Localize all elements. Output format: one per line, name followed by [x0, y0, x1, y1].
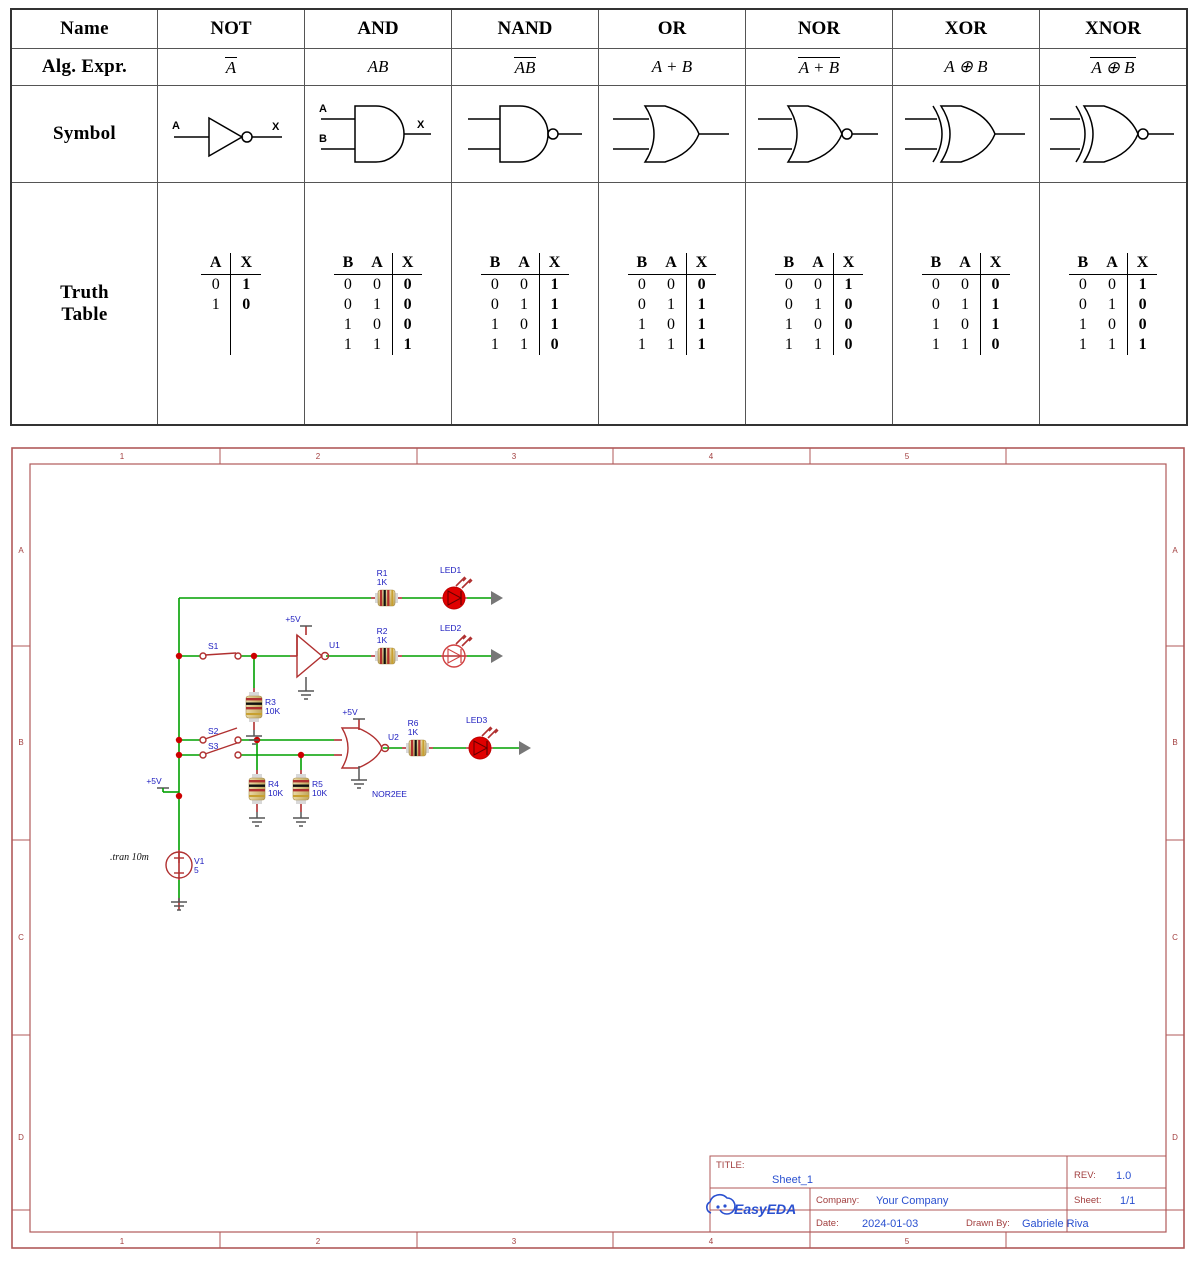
component-ref-led3: LED3	[466, 715, 488, 725]
component-ref-u2: U2	[388, 732, 399, 742]
tt-header: B	[775, 253, 804, 275]
tt-cell: 0	[1108, 275, 1116, 293]
title-block-title-key: TITLE:	[716, 1160, 745, 1171]
component-r5-resistor[interactable]	[293, 774, 327, 804]
tt-cell: 1	[960, 295, 969, 313]
tt-cell: 1	[980, 315, 1010, 335]
easyeda-logo-text: EasyEDA	[734, 1201, 797, 1217]
alg-expr-nor: A + B	[745, 49, 892, 86]
symbol-cell-xor	[892, 86, 1039, 183]
tt-header: X	[231, 253, 261, 275]
component-value-r1: 1K	[376, 577, 388, 587]
gate-table	[10, 8, 1188, 426]
component-ref-s1: S1	[208, 641, 219, 651]
tt-cell: 1	[667, 335, 675, 353]
tt-cell: 1	[1127, 274, 1157, 295]
tt-header: A	[509, 253, 539, 275]
tt-cell: 0	[1127, 315, 1157, 335]
frame-tick-left-b: B	[18, 738, 24, 747]
table-row	[922, 335, 1011, 355]
truth-table-cell-xor	[892, 183, 1039, 426]
tt-cell: 1	[1078, 335, 1087, 353]
tt-cell: 0	[231, 295, 261, 315]
tt-cell: 1	[231, 274, 261, 295]
truth-table-cell-not	[158, 183, 305, 426]
table-row	[922, 274, 1011, 295]
table-row	[1069, 335, 1158, 355]
frame-tick-top-4: 4	[708, 452, 714, 461]
table-row	[1069, 315, 1158, 335]
frame-tick-bottom-2: 2	[315, 1237, 321, 1246]
tt-cell: 0	[1108, 315, 1116, 333]
tt-cell: 0	[343, 275, 352, 293]
gate-name-not: NOT	[158, 9, 305, 49]
tt-cell: 1	[667, 295, 675, 313]
table-row	[481, 335, 570, 355]
frame-tick-top-5: 5	[904, 452, 910, 461]
component-value-r3: 10K	[265, 706, 281, 716]
row-label-symbol: Symbol	[11, 86, 158, 183]
tt-cell: 1	[931, 335, 940, 353]
tt-cell: 0	[520, 275, 529, 293]
tt-cell: 0	[931, 295, 940, 313]
frame-tick-right-c: C	[1172, 933, 1178, 942]
component-value-r5: 10K	[312, 788, 328, 798]
power-label-5v-v1: +5V	[146, 776, 162, 786]
tt-cell: 0	[960, 275, 969, 293]
svg-text:X: X	[416, 119, 425, 131]
tt-cell: 1	[392, 335, 422, 355]
tt-cell: 0	[813, 315, 822, 333]
truth-table-nand	[481, 253, 570, 355]
title-block-date-key: Date:	[816, 1218, 839, 1229]
tt-cell: 0	[392, 274, 422, 295]
component-ref-r6: R6	[407, 718, 419, 728]
tt-cell: 1	[343, 335, 352, 353]
component-r6-resistor[interactable]	[406, 718, 429, 756]
tt-cell: 1	[813, 295, 822, 313]
tt-cell: 1	[784, 335, 793, 353]
table-row	[775, 274, 864, 295]
alg-expr-nand: AB	[451, 49, 598, 86]
table-row	[628, 315, 717, 335]
tt-cell: 0	[343, 295, 352, 313]
tt-cell: 1	[1078, 315, 1087, 333]
simulation-directive: .tran 10m	[110, 852, 149, 863]
tt-cell: 0	[211, 275, 220, 293]
gate-name-nor: NOR	[745, 9, 892, 49]
title-block-company-value: Your Company	[876, 1195, 949, 1207]
tt-cell: 0	[373, 315, 382, 333]
component-ref-r1: R1	[376, 568, 388, 578]
component-ref-r5: R5	[312, 779, 323, 789]
component-ref-u1: U1	[329, 640, 340, 650]
tt-cell: 1	[980, 295, 1010, 315]
tt-header: A	[1097, 253, 1127, 275]
table-row	[481, 274, 570, 295]
component-led1[interactable]	[440, 565, 503, 609]
component-value-r4: 10K	[268, 788, 284, 798]
tt-cell: 0	[931, 275, 940, 293]
tt-cell: 0	[520, 315, 529, 333]
tt-cell: 0	[686, 274, 716, 295]
component-ref-v1: V1	[194, 856, 205, 866]
tt-cell: 1	[539, 295, 569, 315]
component-r3-resistor[interactable]	[246, 692, 280, 722]
tt-cell: 0	[813, 275, 822, 293]
title-block[interactable]	[707, 1156, 1166, 1232]
title-block-rev-value: 1.0	[1116, 1170, 1132, 1182]
gate-name-or: OR	[598, 9, 745, 49]
table-row	[334, 315, 423, 335]
title-block-drawn-value: Gabriele Riva	[1022, 1218, 1089, 1230]
frame-tick-top-1: 1	[119, 452, 125, 461]
tt-cell: 1	[1108, 295, 1116, 313]
tt-cell: 0	[960, 315, 969, 333]
component-u2-nor-gate[interactable]	[342, 707, 407, 799]
tt-header: A	[201, 253, 231, 275]
symbol-cell-xnor	[1039, 86, 1187, 183]
component-ref-s2: S2	[208, 726, 219, 736]
tt-header: X	[980, 253, 1010, 275]
easyeda-schematic-sheet[interactable]	[4, 440, 1193, 1258]
frame-tick-bottom-5: 5	[904, 1237, 910, 1246]
table-row	[334, 335, 423, 355]
frame-tick-top-2: 2	[315, 452, 321, 461]
table-row	[628, 274, 717, 295]
alg-expr-xnor: A ⊕ B	[1039, 49, 1187, 86]
tt-cell: 0	[392, 295, 422, 315]
tt-header: X	[686, 253, 716, 275]
frame-tick-top-3: 3	[511, 452, 517, 461]
table-row-symbol	[11, 86, 1187, 183]
tt-header: A	[362, 253, 392, 275]
gate-name-xor: XOR	[892, 9, 1039, 49]
frame-tick-right-d: D	[1172, 1133, 1178, 1142]
alg-expr-or: A + B	[598, 49, 745, 86]
tt-cell: 0	[539, 335, 569, 355]
table-row	[334, 295, 423, 315]
junction-nodes	[176, 737, 304, 799]
tt-header: A	[950, 253, 980, 275]
tt-cell: 1	[1108, 335, 1116, 353]
component-ref-r3: R3	[265, 697, 276, 707]
tt-cell: 0	[980, 335, 1010, 355]
table-row	[201, 315, 261, 335]
table-row	[334, 274, 423, 295]
table-row	[775, 315, 864, 335]
row-label-name: Name	[11, 9, 158, 49]
tt-header: X	[539, 253, 569, 275]
frame-tick-bottom-1: 1	[119, 1237, 125, 1246]
symbol-cell-not	[158, 86, 305, 183]
tt-cell: 0	[637, 275, 646, 293]
tt-cell: 0	[667, 315, 675, 333]
table-row-algebraic-expression	[11, 49, 1187, 86]
tt-cell: 1	[686, 315, 716, 335]
xnor-gate-symbol	[1048, 100, 1178, 168]
table-row	[775, 335, 864, 355]
tt-cell: 1	[637, 335, 646, 353]
symbol-cell-and	[304, 86, 451, 183]
component-value-v1: 5	[194, 865, 199, 875]
circuit[interactable]	[110, 565, 531, 910]
tt-cell: 0	[833, 335, 863, 355]
row-label-alg-expr: Alg. Expr.	[11, 49, 158, 86]
truth-table-xnor	[1069, 253, 1158, 355]
truth-table-cell-nand	[451, 183, 598, 426]
truth-table-cell-nor	[745, 183, 892, 426]
title-block-title-value: Sheet_1	[772, 1174, 813, 1186]
frame-tick-left-a: A	[18, 546, 24, 555]
and-gate-symbol	[313, 92, 443, 176]
table-row-name	[11, 9, 1187, 49]
component-r4-resistor[interactable]	[249, 774, 283, 804]
tt-cell: 1	[211, 295, 220, 313]
title-block-rev-key: REV:	[1074, 1170, 1096, 1181]
tt-header: A	[656, 253, 686, 275]
truth-table-xor	[922, 253, 1011, 355]
truth-table-cell-or	[598, 183, 745, 426]
tt-header: B	[628, 253, 657, 275]
gate-name-nand: NAND	[451, 9, 598, 49]
component-value-u2: NOR2EE	[372, 789, 407, 799]
tt-cell: 0	[1127, 295, 1157, 315]
truth-table-nor	[775, 253, 864, 355]
sheet-frame	[12, 448, 1184, 1248]
tt-cell: 0	[637, 295, 646, 313]
tt-cell: 0	[1078, 295, 1087, 313]
symbol-cell-or	[598, 86, 745, 183]
title-block-drawn-key: Drawn By:	[966, 1218, 1010, 1229]
table-row	[201, 335, 261, 355]
tt-cell: 1	[539, 274, 569, 295]
easyeda-logo-icon	[707, 1195, 796, 1217]
tt-cell: 1	[539, 315, 569, 335]
nand-gate-symbol	[460, 100, 590, 168]
truth-table-and	[334, 253, 423, 355]
alg-expr-not: A	[158, 49, 305, 86]
tt-header: B	[922, 253, 951, 275]
power-label-5v-u1: +5V	[285, 614, 301, 624]
tt-header: X	[392, 253, 422, 275]
frame-tick-bottom-3: 3	[511, 1237, 517, 1246]
svg-text:A: A	[171, 120, 180, 132]
title-block-sheet-value: 1/1	[1120, 1195, 1136, 1207]
component-v1-voltage-source[interactable]	[110, 776, 205, 910]
tt-cell: 0	[833, 315, 863, 335]
table-row-truth-table	[11, 183, 1187, 426]
symbol-cell-nor	[745, 86, 892, 183]
component-value-r2: 1K	[376, 635, 388, 645]
table-row	[1069, 274, 1158, 295]
tt-cell: 1	[686, 295, 716, 315]
row-label-truth-table: Truth Table	[11, 183, 158, 426]
logic-gate-reference-table	[10, 8, 1188, 426]
component-ref-s3: S3	[208, 741, 219, 751]
nor-gate-symbol	[754, 100, 884, 168]
title-block-date-value: 2024-01-03	[862, 1218, 919, 1230]
component-r2-resistor[interactable]	[375, 626, 398, 664]
table-row	[922, 295, 1011, 315]
tt-cell: 0	[784, 275, 793, 293]
symbol-cell-nand	[451, 86, 598, 183]
table-row	[628, 335, 717, 355]
tt-cell: 1	[373, 335, 382, 353]
tt-cell: 1	[686, 335, 716, 355]
gate-name-xnor: XNOR	[1039, 9, 1187, 49]
tt-cell: 0	[833, 295, 863, 315]
component-r1-resistor[interactable]	[375, 568, 398, 606]
svg-text:X: X	[271, 121, 280, 133]
or-gate-symbol	[607, 100, 737, 168]
table-row	[481, 315, 570, 335]
frame-tick-right-a: A	[1172, 546, 1178, 555]
frame-tick-bottom-4: 4	[708, 1237, 714, 1246]
tt-cell: 1	[813, 335, 822, 353]
tt-cell: 1	[373, 295, 382, 313]
tt-cell: 0	[1078, 275, 1087, 293]
component-ref-led1: LED1	[440, 565, 462, 575]
tt-cell: 1	[520, 335, 529, 353]
component-value-r6: 1K	[407, 727, 419, 737]
tt-header: B	[1069, 253, 1098, 275]
table-row	[775, 295, 864, 315]
tt-cell: 0	[980, 274, 1010, 295]
svg-text:A: A	[318, 103, 327, 115]
tt-cell: 0	[392, 315, 422, 335]
truth-table-cell-xnor	[1039, 183, 1187, 426]
tt-cell: 1	[637, 315, 646, 333]
tt-cell: 1	[490, 315, 499, 333]
tt-header: X	[1127, 253, 1157, 275]
tt-cell: 0	[490, 275, 499, 293]
tt-header: X	[833, 253, 863, 275]
tt-cell: 1	[520, 295, 529, 313]
tt-cell: 1	[960, 335, 969, 353]
tt-cell: 1	[343, 315, 352, 333]
tt-cell: 0	[373, 275, 382, 293]
not-gate-symbol	[166, 101, 296, 167]
title-block-company-key: Company:	[816, 1195, 860, 1206]
xor-gate-symbol	[901, 100, 1031, 168]
gate-name-and: AND	[304, 9, 451, 49]
table-row	[1069, 295, 1158, 315]
component-ref-led2: LED2	[440, 623, 462, 633]
tt-cell: 0	[784, 295, 793, 313]
component-ref-r2: R2	[376, 626, 388, 636]
frame-tick-left-d: D	[18, 1133, 24, 1142]
tt-cell: 1	[931, 315, 940, 333]
tt-header: B	[481, 253, 510, 275]
title-block-sheet-key: Sheet:	[1074, 1195, 1102, 1206]
component-led2[interactable]	[440, 623, 503, 667]
table-row	[922, 315, 1011, 335]
svg-text:B: B	[318, 133, 327, 145]
table-row	[628, 295, 717, 315]
alg-expr-xor: A ⊕ B	[892, 49, 1039, 86]
tt-cell: 1	[490, 335, 499, 353]
tt-cell: 1	[833, 274, 863, 295]
tt-cell: 0	[490, 295, 499, 313]
truth-table-cell-and	[304, 183, 451, 426]
tt-cell: 1	[1127, 335, 1157, 355]
table-row	[201, 274, 261, 295]
table-row	[201, 295, 261, 315]
tt-cell: 0	[667, 275, 675, 293]
truth-table-not	[201, 253, 261, 355]
truth-table-or	[628, 253, 717, 355]
tt-cell: 1	[784, 315, 793, 333]
table-row	[481, 295, 570, 315]
component-led3[interactable]	[466, 715, 531, 759]
frame-tick-left-c: C	[18, 933, 24, 942]
tt-header: A	[803, 253, 833, 275]
power-label-5v-u2: +5V	[342, 707, 358, 717]
frame-tick-right-b: B	[1172, 738, 1178, 747]
component-ref-r4: R4	[268, 779, 279, 789]
tt-header: B	[334, 253, 363, 275]
alg-expr-and: AB	[304, 49, 451, 86]
